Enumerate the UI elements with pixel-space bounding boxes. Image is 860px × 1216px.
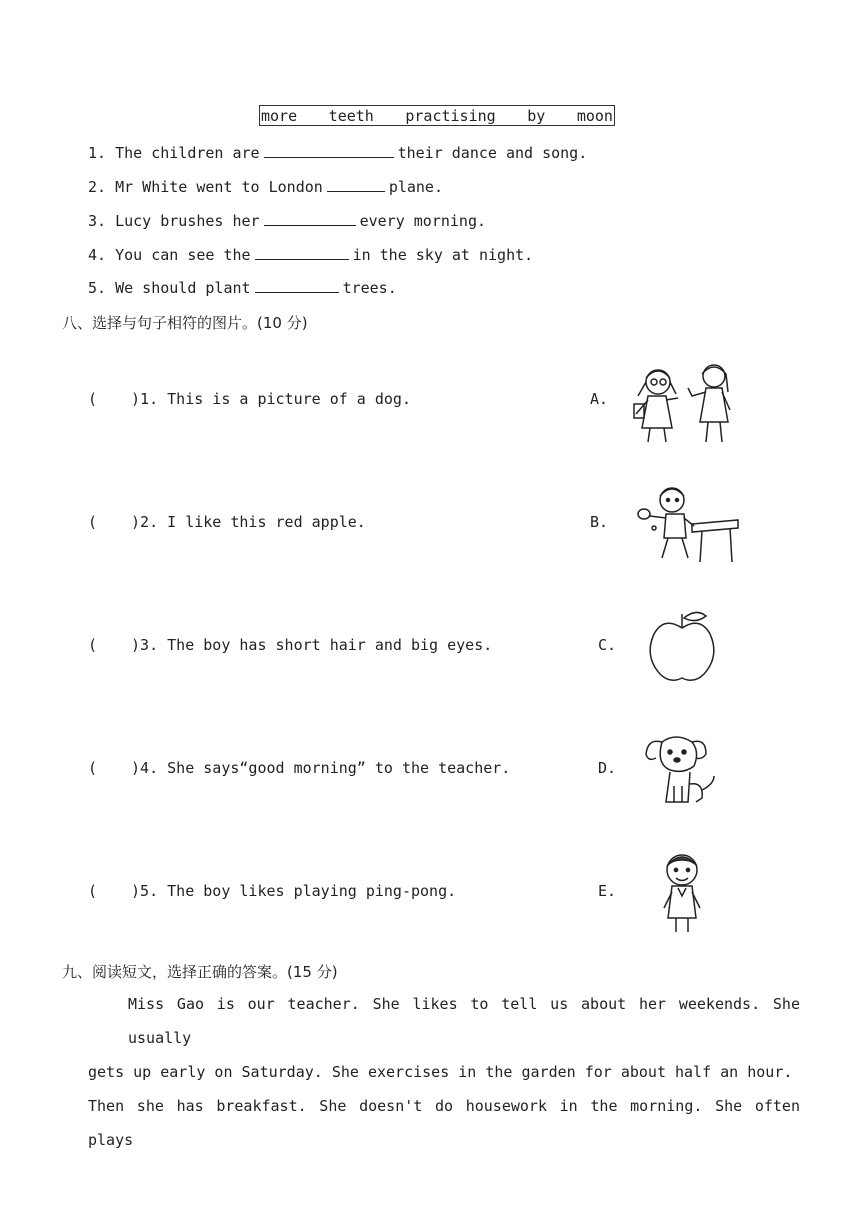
answer-blank[interactable] (264, 211, 356, 226)
match-item-1: ( )1. This is a picture of a dog. (88, 390, 411, 408)
passage-line-2: gets up early on Saturday. She exercises in the garden for about half an hour. (88, 1063, 793, 1081)
boy-playing-ping-pong-icon (630, 482, 740, 568)
passage-line-3: Then she has breakfast. She doesn't do housework in the morning. She often plays (88, 1097, 800, 1149)
match-item-3: ( )3. The boy has short hair and big eyes. (88, 636, 493, 654)
fill-blank-sentence-2: 2. Mr White went to London plane. (88, 178, 443, 196)
answer-blank[interactable] (327, 177, 385, 192)
boy-portrait-icon (654, 848, 710, 934)
option-letter-c: C. (598, 636, 617, 654)
match-item-5: ( )5. The boy likes playing ping-pong. (88, 882, 457, 900)
fill-blank-sentence-5: 5. We should plant trees. (88, 279, 397, 297)
word-bank-item: moon (576, 106, 613, 125)
word-bank-item: by (527, 106, 546, 125)
dog-icon (640, 728, 722, 810)
answer-blank[interactable] (255, 245, 349, 260)
match-item-2: ( )2. I like this red apple. (88, 513, 366, 531)
word-bank-item: teeth (328, 106, 374, 125)
two-girls-greeting-icon (626, 358, 746, 446)
answer-blank[interactable] (255, 278, 339, 293)
word-bank-item: more (261, 106, 298, 125)
option-letter-a: A. (590, 390, 609, 408)
fill-blank-sentence-4: 4. You can see the in the sky at night. (88, 246, 534, 264)
apple-icon (644, 606, 720, 686)
section-8-title: 八、选择与句子相符的图片。(10 分) (62, 314, 308, 332)
match-item-4: ( )4. She says“good morning” to the teacher. (88, 759, 511, 777)
option-letter-b: B. (590, 513, 609, 531)
passage-line-1: Miss Gao is our teacher. She likes to tell us about her weekends. She usually (128, 995, 800, 1047)
option-letter-d: D. (598, 759, 617, 777)
answer-blank[interactable] (264, 143, 394, 158)
option-letter-e: E. (598, 882, 617, 900)
fill-blank-sentence-1: 1. The children are their dance and song. (88, 144, 588, 162)
reading-passage (88, 987, 800, 1157)
word-bank (259, 105, 615, 126)
section-9-title: 九、阅读短文，选择正确的答案。(15 分) (62, 963, 338, 981)
fill-blank-sentence-3: 3. Lucy brushes her every morning. (88, 212, 487, 230)
word-bank-item: practising (405, 106, 496, 125)
